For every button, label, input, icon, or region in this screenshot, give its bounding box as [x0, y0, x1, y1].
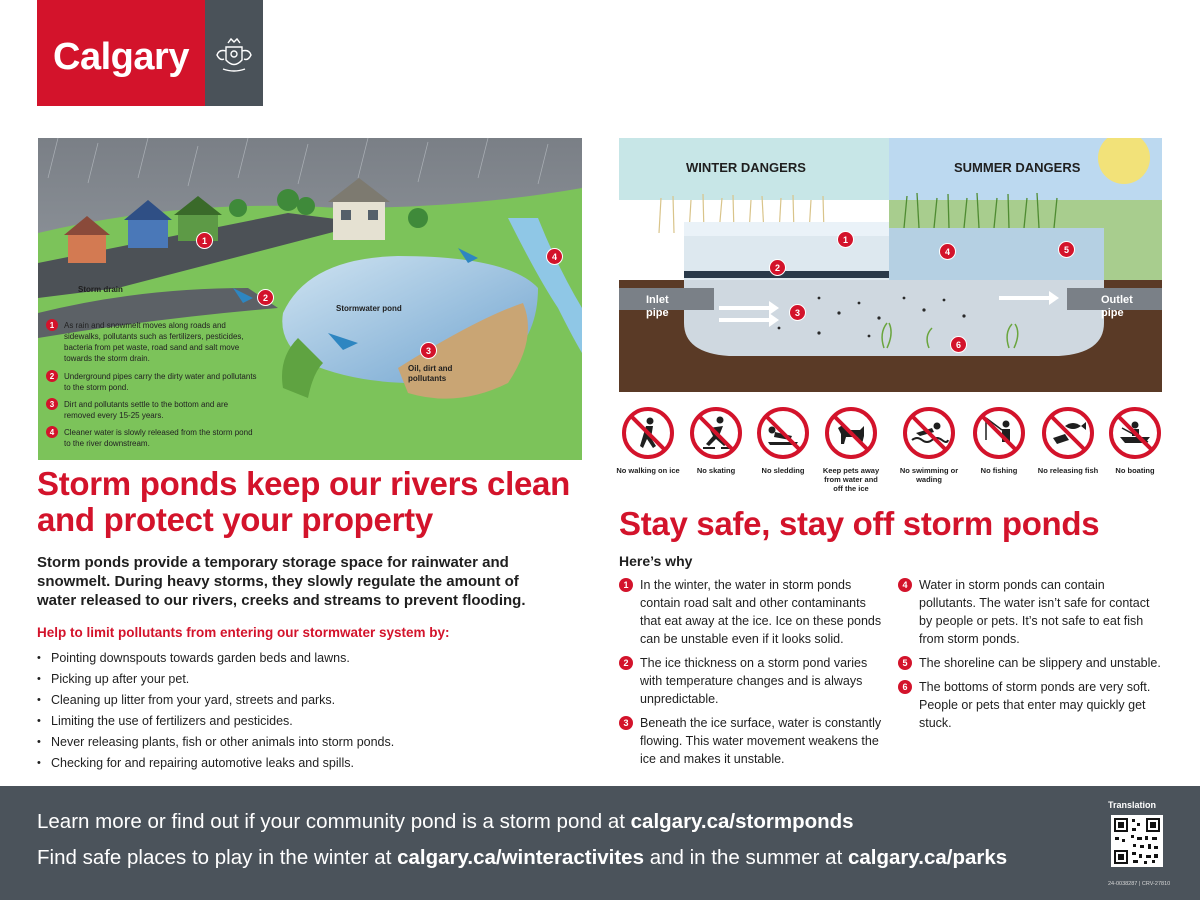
no-sledding-icon	[756, 406, 810, 460]
stormwater-pond-label: Stormwater pond	[336, 304, 402, 313]
legend-item	[46, 371, 261, 393]
sign-label: No fishing	[980, 466, 1018, 475]
sign-label: No swimming or wading	[899, 466, 959, 484]
logo-wordmark: Calgary	[53, 35, 189, 78]
diagram-marker-4: 4	[546, 248, 563, 265]
danger-marker-2: 2	[769, 259, 786, 276]
danger-marker-4: 4	[939, 243, 956, 260]
footer-text: Learn more or find out if your community pond is a storm pond at	[37, 810, 631, 833]
no-releasing-fish-icon	[1041, 406, 1095, 460]
pollutant-tips-list	[37, 648, 577, 774]
legend-text: Underground pipes carry the dirty water and pollutants to the storm pond.	[64, 372, 257, 392]
outlet-pipe-label: Outlet pipe	[1101, 294, 1133, 319]
storm-drain-label: Storm drain	[78, 285, 123, 294]
danger-marker-6: 6	[950, 336, 967, 353]
reason-text: The shoreline can be slippery and unstable.	[919, 656, 1161, 670]
logo-crest-block	[205, 0, 263, 106]
right-headline: Stay safe, stay off storm ponds	[619, 505, 1100, 542]
legend-number: 1	[46, 319, 58, 331]
left-headline: Storm ponds keep our rivers clean and protect your property	[37, 465, 570, 538]
reason-number: 2	[619, 656, 633, 670]
winter-activities-link[interactable]: calgary.ca/winteractivites	[397, 846, 644, 869]
city-crest-icon	[211, 33, 257, 79]
sign-label: Keep pets away from water and off the ice	[822, 466, 880, 493]
reasons-column-right	[898, 576, 1163, 738]
legend-item	[46, 320, 261, 364]
footer-line-2	[37, 846, 1007, 870]
reason-text: In the winter, the water in storm ponds contain road salt and other contaminants that eat away at the ice. Ice on these ponds can be unstable even if it looks solid.	[640, 578, 882, 646]
no-skating-icon	[689, 406, 743, 460]
sign-no-sledding	[751, 406, 815, 475]
no-walking-on-ice-icon	[621, 406, 675, 460]
reason-item	[898, 678, 1163, 732]
legend-number: 4	[46, 426, 58, 438]
sign-label: No walking on ice	[616, 466, 680, 475]
legend-text: As rain and snowmelt moves along roads and sidewalks, pollutants such as fertilizers, pesticides, bacteria from pet waste, road sand and salt move towards the storm drain.	[64, 321, 244, 363]
intro-paragraph: Storm ponds provide a temporary storage space for rainwater and snowmelt. During heavy storms, they slowly regulate the amount of water released to our rivers, creeks and streams to prevent flooding.	[37, 554, 526, 609]
summer-dangers-heading: SUMMER DANGERS	[954, 160, 1081, 175]
reason-number: 3	[619, 716, 633, 730]
list-item: • Pointing downspouts towards garden beds and lawns.	[37, 648, 577, 669]
qr-code-icon	[1111, 815, 1163, 867]
no-swimming-icon	[902, 406, 956, 460]
sign-label: No sledding	[761, 466, 805, 475]
pond-cross-section	[619, 138, 1162, 392]
legend-number: 3	[46, 398, 58, 410]
reason-item	[619, 714, 889, 768]
parks-link[interactable]: calgary.ca/parks	[847, 846, 1008, 869]
danger-marker-5: 5	[1058, 241, 1075, 258]
danger-marker-3: 3	[789, 304, 806, 321]
reason-number: 1	[619, 578, 633, 592]
prohibition-signs	[616, 406, 1165, 493]
sign-label: No skating	[696, 466, 736, 475]
footer-line-1	[37, 810, 854, 834]
sediment-label: Oil, dirt and pollutants	[408, 364, 453, 383]
legend-number: 2	[46, 370, 58, 382]
reason-number: 6	[898, 680, 912, 694]
no-pets-icon	[824, 406, 878, 460]
sign-no-pets	[819, 406, 883, 493]
reason-item	[619, 654, 889, 708]
sign-no-skating	[684, 406, 748, 475]
reasons-column-left	[619, 576, 889, 774]
reason-text: Beneath the ice surface, water is constantly flowing. This water movement weakens the ice and makes it unstable.	[640, 716, 882, 766]
footer-text: Find safe places to play in the winter at	[37, 846, 398, 869]
reasons-subheading: Here’s why	[619, 553, 693, 569]
footer-text: and in the summer at	[644, 846, 848, 869]
pond-dangers-diagram	[619, 138, 1162, 392]
pollutants-subheading: Help to limit pollutants from entering our stormwater system by:	[37, 625, 450, 640]
document-code: 24-0038287 | CRV-27810	[1108, 881, 1171, 887]
danger-marker-1: 1	[837, 231, 854, 248]
stormponds-link[interactable]: calgary.ca/stormponds	[630, 810, 854, 833]
diagram-marker-2: 2	[257, 289, 274, 306]
storm-pond-diagram	[38, 138, 582, 460]
legend-item	[46, 427, 261, 449]
reason-text: The ice thickness on a storm pond varies with temperature changes and is always unpredictable.	[640, 656, 868, 706]
sign-no-boating	[1103, 406, 1167, 475]
translation-label: Translation	[1108, 800, 1157, 810]
diagram-marker-3: 3	[420, 342, 437, 359]
legend-item	[46, 399, 261, 421]
list-item: • Picking up after your pet.	[37, 669, 577, 690]
list-item: • Cleaning up litter from your yard, streets and parks.	[37, 690, 577, 711]
list-item: • Never releasing plants, fish or other animals into storm ponds.	[37, 732, 577, 753]
city-logo	[37, 0, 263, 106]
legend-text: Dirt and pollutants settle to the bottom and are removed every 15-25 years.	[64, 400, 229, 420]
diagram-marker-1: 1	[196, 232, 213, 249]
reason-number: 4	[898, 578, 912, 592]
reason-item	[898, 654, 1163, 672]
reason-text: Water in storm ponds can contain pollutants. The water isn’t safe for contact by people or pets. It’s not safe to eat fish from storm ponds.	[919, 578, 1150, 646]
translation-qr-code[interactable]	[1111, 815, 1163, 867]
winter-dangers-heading: WINTER DANGERS	[686, 160, 806, 175]
reason-item	[619, 576, 889, 648]
reason-item	[898, 576, 1163, 648]
legend-text: Cleaner water is slowly released from the storm pond to the river downstream.	[64, 428, 253, 448]
inlet-pipe-label: Inlet pipe	[646, 294, 669, 319]
reason-text: The bottoms of storm ponds are very soft. People or pets that enter may quickly get stuck.	[919, 680, 1151, 730]
list-item: • Limiting the use of fertilizers and pesticides.	[37, 711, 577, 732]
sign-no-fishing	[967, 406, 1031, 475]
sign-no-swimming	[897, 406, 961, 484]
sign-no-releasing-fish	[1036, 406, 1100, 475]
sign-label: No boating	[1115, 466, 1155, 475]
reason-number: 5	[898, 656, 912, 670]
footer-bar	[0, 786, 1200, 900]
sign-no-walking	[616, 406, 680, 475]
list-item: • Checking for and repairing automotive leaks and spills.	[37, 753, 577, 774]
logo-wordmark-block	[37, 0, 205, 106]
no-boating-icon	[1108, 406, 1162, 460]
no-fishing-icon	[972, 406, 1026, 460]
sign-label: No releasing fish	[1037, 466, 1099, 475]
